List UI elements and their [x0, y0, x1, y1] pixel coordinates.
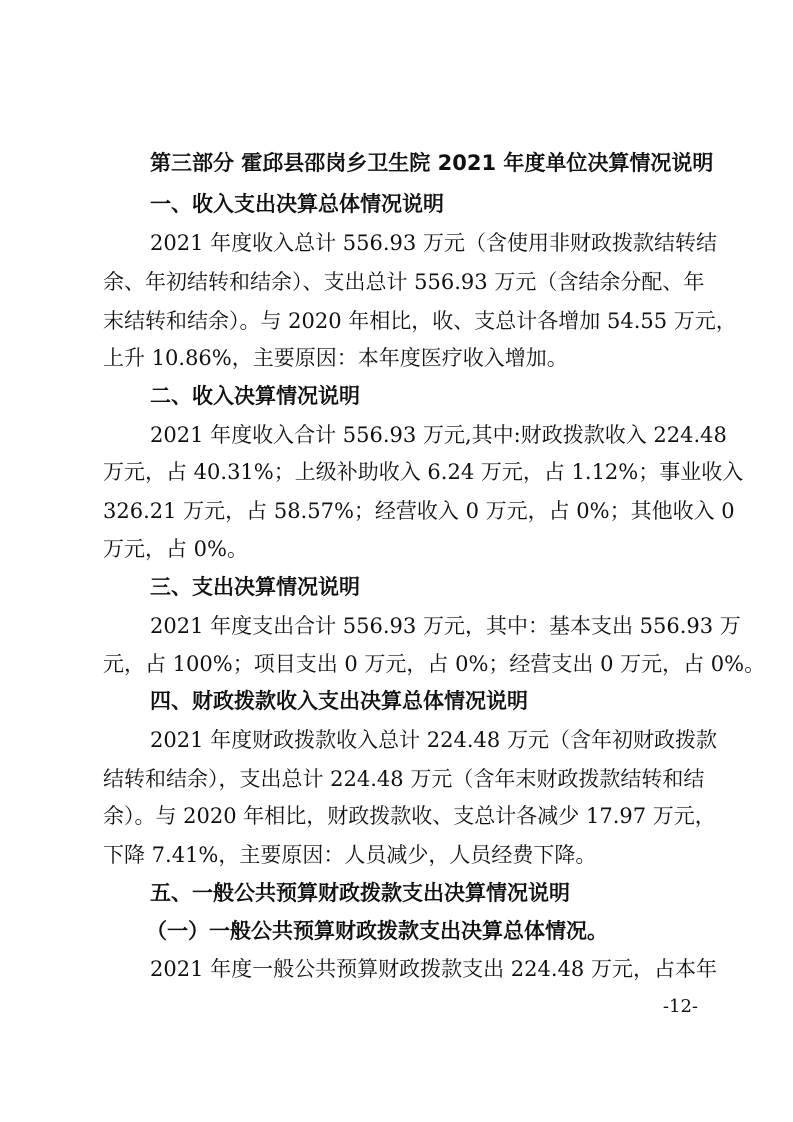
paragraph-line: 末结转和结余）。与 2020 年相比，收、支总计各增加 54.55 万元，	[103, 309, 737, 333]
paragraph-line: 万元，占 40.31%；上级补助收入 6.24 万元，占 1.12%；事业收入	[103, 460, 744, 484]
section-heading: 四、财政拨款收入支出决算总体情况说明	[150, 689, 528, 713]
paragraph-line: 2021 年度财政拨款收入总计 224.48 万元（含年初财政拨款	[150, 728, 717, 752]
paragraph-line: 上升 10.86%，主要原因：本年度医疗收入增加。	[103, 346, 568, 370]
paragraph-line: 2021 年度支出合计 556.93 万元，其中：基本支出 556.93 万	[150, 614, 741, 638]
section-heading: 一、收入支出决算总体情况说明	[150, 192, 444, 216]
paragraph-line: 余）。与 2020 年相比，财政拨款收、支总计各减少 17.97 万元，	[103, 804, 716, 828]
paragraph-line: 2021 年度一般公共预算财政拨款支出 224.48 万元，占本年	[150, 957, 717, 981]
section-heading: 五、一般公共预算财政拨款支出决算情况说明	[150, 881, 570, 905]
page-title: 第三部分 霍邱县邵岗乡卫生院 2021 年度单位决算情况说明	[150, 151, 714, 175]
paragraph-line: 结转和结余），支出总计 224.48 万元（含年末财政拨款结转和结	[103, 767, 705, 791]
paragraph-line: 2021 年度收入总计 556.93 万元（含使用非财政拨款结转结	[150, 231, 717, 255]
section-heading: 三、支出决算情况说明	[150, 575, 360, 599]
paragraph-line: 元，占 100%；项目支出 0 万元，占 0%；经营支出 0 万元，占 0%。	[103, 652, 766, 676]
subsection-heading: （一）一般公共预算财政拨款支出决算总体情况。	[146, 919, 608, 943]
paragraph-line: 下降 7.41%，主要原因：人员减少，人员经费下降。	[103, 843, 597, 867]
section-heading: 二、收入决算情况说明	[150, 384, 360, 408]
paragraph-line: 余、年初结转和结余）、支出总计 556.93 万元（含结余分配、年	[103, 270, 705, 294]
paragraph-line: 326.21 万元，占 58.57%；经营收入 0 万元，占 0%；其他收入 0	[103, 499, 735, 523]
paragraph-line: 2021 年度收入合计 556.93 万元,其中:财政拨款收入 224.48	[150, 423, 727, 447]
paragraph-line: 万元，占 0%。	[103, 537, 248, 561]
page-number: -12-	[662, 996, 698, 1017]
